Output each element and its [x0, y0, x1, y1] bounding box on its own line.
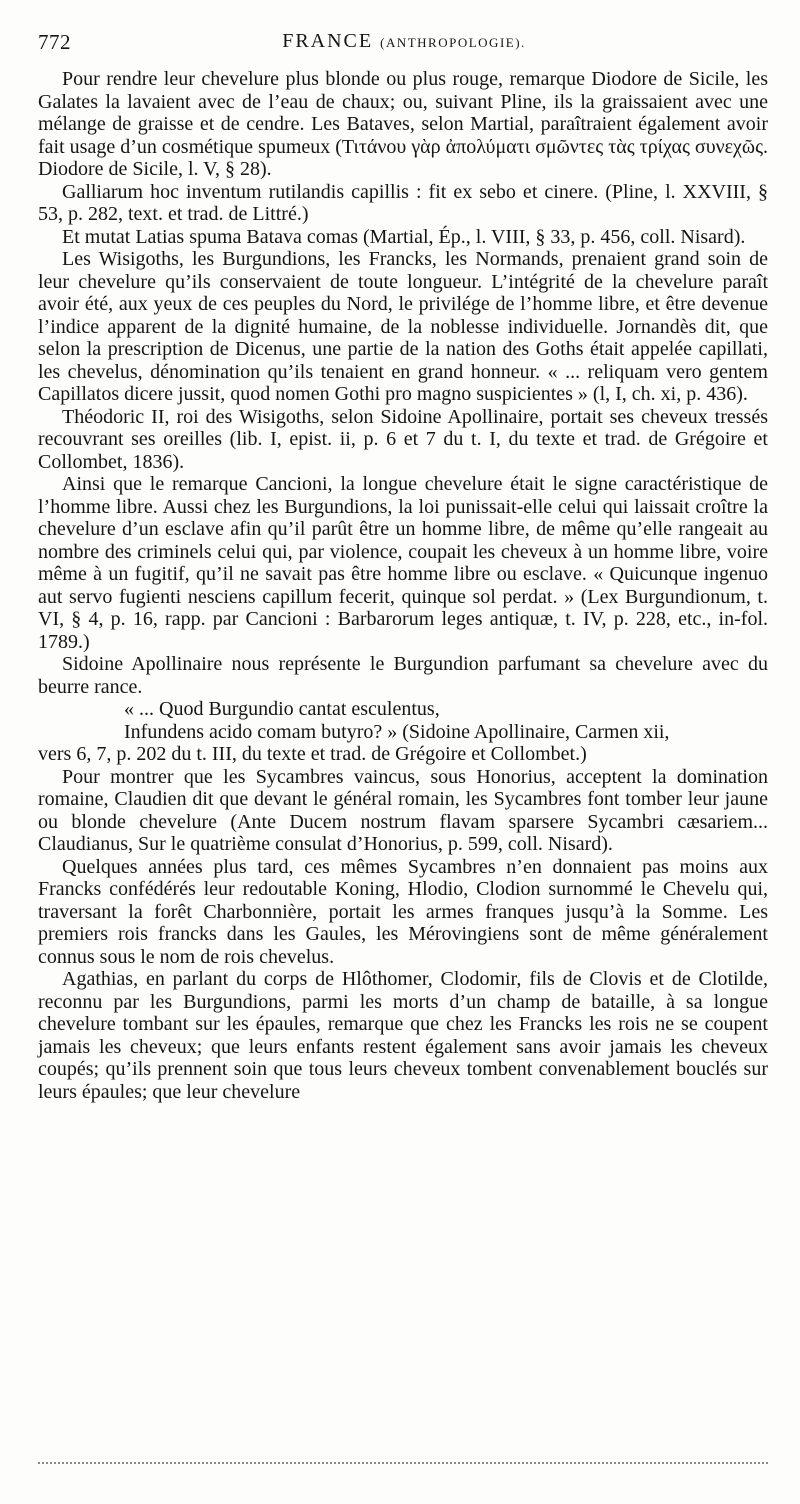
footer-rule — [38, 1462, 768, 1464]
paragraph: Pour montrer que les Sycambres vaincus, sous Honorius, acceptent la domination romaine, Claudien dit que devant le général romain, les Sycambres font tomber leur jaune ou blonde chevelure (Ante Ducem nostrum flavam sparsere Sycambri cæsariem... Claudianus, Sur le quatrième consulat d’Honorius, p. 599, coll. Nisard). — [38, 765, 768, 855]
verse-line: « ... Quod Burgundio cantat esculentus, — [124, 698, 440, 720]
paragraph: Sidoine Apollinaire nous représente le Burgundion parfumant sa chevelure avec du beurre rance. — [38, 653, 768, 698]
paragraph: Agathias, en parlant du corps de Hlôthomer, Clodomir, fils de Clovis et de Clotilde, reconnu par les Burgundions, parmi les morts d’un champ de bataille, à sa longue chevelure tombant sur les épaules, remarque que chez les Francks les rois ne se coupent jamais les cheveux; que leurs enfants restent également sans avoir jamais les cheveux coupés; qu’ils prennent soin que tous leurs cheveux tombent convenablement bouclés sur leurs épaules; que leur chevelure — [38, 968, 768, 1103]
paragraph: Ainsi que le remarque Cancioni, la longue chevelure était le signe caractéristique de l’homme libre. Aussi chez les Burgundions, la loi punissait-elle celui qui laissait croître la chevelure d’un esclave afin qu’il parût être un homme libre, de même qu’elle rangeait au nombre des criminels celui qui, par violence, coupait les cheveux à un homme libre, voire même à un fugitif, qu’il ne savait pas être homme libre ou esclave. « Quicunque ingenuo aut servo fugienti nesciens capillum fecerit, quinque sol perdat. » (Lex Burgundionum, t. VI, § 4, p. 16, rapp. par Cancioni : Barbarorum leges antiquæ, t. IV, p. 228, etc., in-fol. 1789.) — [38, 473, 768, 653]
paragraph: Théodoric II, roi des Wisigoths, selon Sidoine Apollinaire, portait ses cheveux tressés recouvrant ses oreilles (lib. I, epist. ii, p. 6 et 7 du t. I, du texte et trad. de Grégoire et Collombet, 1836). — [38, 405, 768, 473]
running-head — [38, 30, 770, 53]
running-head-subtitle: (ANTHROPOLOGIE). — [380, 35, 526, 50]
paragraph: Pour rendre leur chevelure plus blonde ou plus rouge, remarque Diodore de Sicile, les Galates la lavaient avec de l’eau de chaux; ou, suivant Pline, ils la graissaient avec une mélange de graisse et de cendre. Les Bataves, selon Martial, paraîtraient également avoir fait usage d’un cosmétique spumeux (Τιτάνου γὰρ ἀπολύματι σμῶντες τὰς τρίχας συνεχῶς. Diodore de Sicile, l. V, § 28). — [38, 68, 768, 180]
paragraph: Et mutat Latias spuma Batava comas (Martial, Ép., l. VIII, § 33, p. 456, coll. Nisard). — [62, 225, 746, 248]
body-text — [38, 68, 768, 1103]
verse-quote — [38, 698, 768, 743]
paragraph: Galliarum hoc inventum rutilandis capillis : fit ex sebo et cinere. (Pline, l. XXVIII, § 53, p. 282, text. et trad. de Littré.) — [38, 180, 768, 225]
verse-line: Infundens acido comam butyro? » (Sidoine Apollinaire, Carmen xii, — [124, 720, 670, 743]
page-header — [38, 30, 770, 58]
running-head-title: FRANCE — [282, 30, 374, 52]
paragraph: Les Wisigoths, les Burgundions, les Francks, les Normands, prenaient grand soin de leur chevelure qu’ils conservaient de toute longueur. L’intégrité de la chevelure paraît avoir été, aux yeux de ces peuples du Nord, le privilége de l’homme libre, et être devenue l’indice apparent de la dignité humaine, de la noblesse individuelle. Jornandès dit, que selon la prescription de Dicenus, une partie de la nation des Goths était appelée capillati, les chevelus, dénomination qu’ils tenaient en grand honneur. « ... reliquam vero gentem Capillatos dicere jussit, quod nomen Gothi pro magno suspicientes » (l, I, ch. xi, p. 436). — [38, 248, 768, 405]
page-number: 772 — [38, 30, 71, 54]
paragraph: Quelques années plus tard, ces mêmes Sycambres n’en donnaient pas moins aux Francks confédérés leur redoutable Koning, Hlodio, Clodion surnommé le Chevelu qui, traversant la forêt Charbonnière, portait les armes franques jusqu’à la Somme. Les premiers rois francks dans les Gaules, les Mérovingiens sont de même généralement connus sous le nom de rois chevelus. — [38, 855, 768, 968]
verse-citation: vers 6, 7, p. 202 du t. III, du texte et trad. de Grégoire et Collombet.) — [38, 743, 587, 765]
